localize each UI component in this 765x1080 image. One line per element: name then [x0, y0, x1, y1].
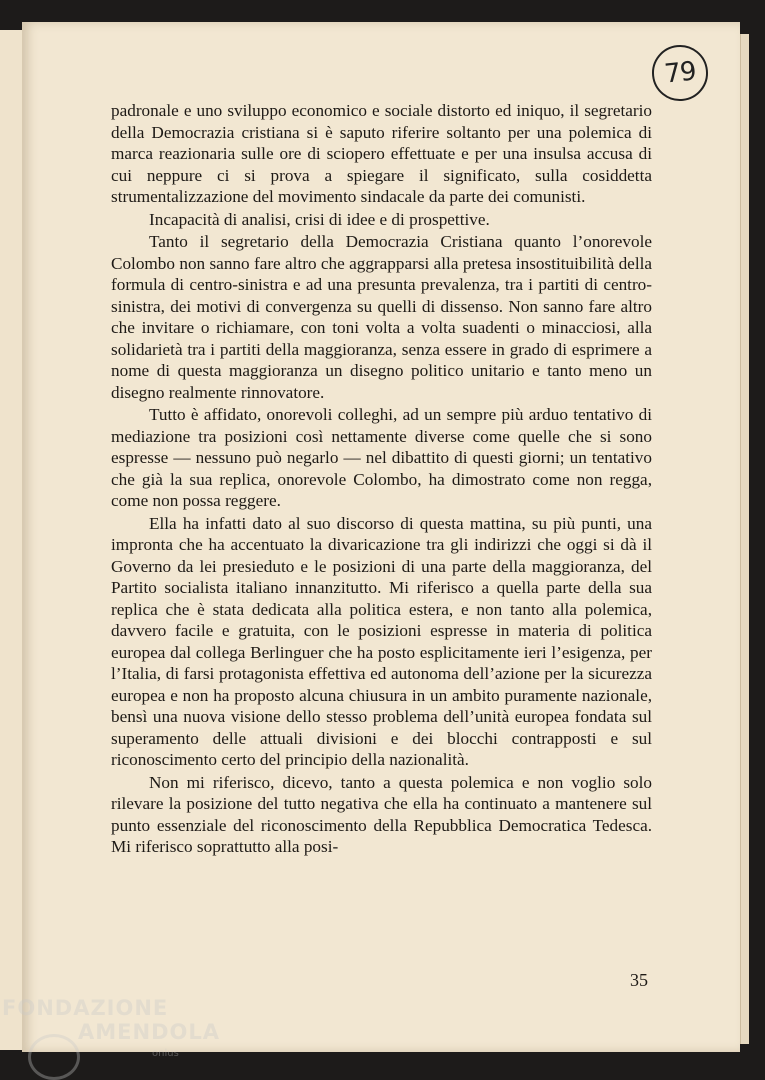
watermark-circle-icon	[28, 1034, 80, 1080]
paragraph-2: Incapacità di analisi, crisi di idee e di prospettive.	[149, 209, 490, 229]
watermark-line-3: onlus	[152, 1048, 179, 1059]
paragraph-1: padronale e uno sviluppo economico e sociale distorto ed iniquo, il segretario della Democrazia cristiana si è saputo riferire soltanto per una polemica di marca reazionaria sulle ore di sciopero effettuate e per una insulsa accusa di cui neppure ci si prova a spiegare il significato, sulla cosiddetta strumentalizzazione del movimento sindacale da parte dei comunisti.	[111, 101, 652, 206]
watermark-line-2: AMENDOLA	[78, 1020, 220, 1044]
paragraph-4: Tutto è affidato, onorevoli colleghi, ad un sempre più arduo tentativo di mediazione tra posizioni così nettamente diverse come quelle che si sono espresse — nessuno può negarlo — nel dibattito di questi giorni; un tentativo che già la sua replica, onorevole Colombo, ha dimostrato come non regga, come non possa reggere.	[111, 405, 652, 510]
page-number: 35	[630, 970, 648, 990]
watermark-line-1: FONDAZIONE	[2, 996, 169, 1020]
handwritten-folio-number: 79	[649, 42, 711, 104]
paragraph-3: Tanto il segretario della Democrazia Cristiana quanto l’onorevole Colombo non sanno fare altro che aggrapparsi alla pretesa insostituibilità della formula di centro-sinistra e ad una presunta prevalenza, tra i partiti di centro-sinistra, dei motivi di convergenza su quelli di dissenso. Non sanno fare altro che invitare o richiamare, con toni volta a volta suadenti o minacciosi, alla solidarietà tra i partiti della maggioranza, senza essere in grado di esprimere a nome di questa maggioranza un disegno politico unitario e tanto meno un disegno realmente rinnovatore.	[111, 232, 652, 402]
page-stack-edge	[740, 34, 749, 1044]
watermark-logo	[0, 996, 230, 1080]
paragraph-5: Ella ha infatti dato al suo discorso di questa mattina, su più punti, una impronta che ha accentuato la divaricazione tra gli indirizzi che oggi si dà il Governo da lei presieduto e le posizioni di una parte della maggioranza, del Partito socialista italiano innanzitutto. Mi riferisco a quella parte della sua replica che è stata dedicata alla politica estera, e non tanto alla polemica, davvero facile e gratuita, con le posizioni espresse in materia di politica europea dal collega Berlinguer che ha posto esplicitamente ieri l’esigenza, per l’Italia, di farsi protagonista effettiva ed autonoma dell’azione per la sicurezza europea e non ha proposto alcuna chiusura in un ambito puramente nazionale, bensì una nuova visione dello stesso problema dell’unità europea fondata sul superamento delle attuali divisioni e dei blocchi contrapposti e sul riconoscimento certo del principio della nazionalità.	[111, 513, 652, 769]
body-text	[111, 100, 652, 858]
paragraph-6: Non mi riferisco, dicevo, tanto a questa polemica e non voglio solo rilevare la posizione del tutto negativa che ella ha continuato a mantenere sul punto essenziale del riconoscimento della Repubblica Democratica Tedesca. Mi riferisco soprattutto alla posi-	[111, 772, 652, 856]
